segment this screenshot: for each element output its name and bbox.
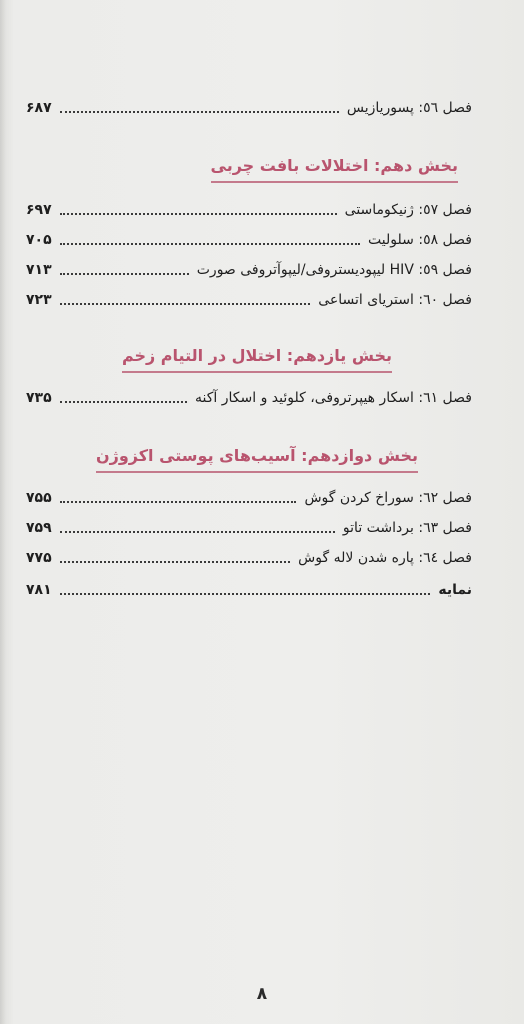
toc-entry-page: ۷۸۱ [26, 582, 52, 598]
toc-entry [26, 516, 472, 540]
toc-entry-title: نمایه [438, 582, 472, 598]
toc-entry-page: ۶۸۷ [26, 100, 52, 116]
toc-entry-page: ۶۹۷ [26, 202, 52, 218]
section-heading-text: بخش یازدهم: اختلال در التیام زخم [121, 346, 392, 365]
section-heading [122, 346, 392, 373]
dot-leader [60, 401, 187, 403]
dot-leader [60, 243, 360, 245]
toc-entry [26, 198, 472, 222]
toc-entry [26, 486, 472, 510]
page-number: ۸ [256, 984, 268, 1004]
toc-entry-title: فصل ٦٠: استریای اتساعی [318, 292, 472, 308]
toc-entry-title: فصل ٦١: اسکار هیپرتروفی، کلوئید و اسکار آکنه [195, 390, 472, 406]
toc-entry-index [26, 578, 472, 602]
dot-leader [60, 593, 430, 595]
section-heading-text: بخش دوازدهم: آسیب‌های پوستی اکزوژن [95, 446, 418, 465]
toc-entry-title: فصل ٥٩: HIV لیپودیستروفی/لیپوآتروفی صورت [196, 262, 472, 278]
toc-entry-title: فصل ٥٧: ژنیکوماستی [344, 202, 472, 218]
section-underline [96, 471, 418, 473]
toc-entry [26, 546, 472, 570]
dot-leader [60, 561, 290, 563]
dot-leader [60, 531, 335, 533]
toc-entry [26, 386, 472, 410]
toc-entry-page: ۷۱۳ [26, 262, 52, 278]
dot-leader [60, 111, 339, 113]
dot-leader [60, 303, 310, 305]
dot-leader [60, 213, 337, 215]
toc-entry-title: فصل ٥٨: سلولیت [368, 232, 472, 248]
toc-entry [26, 96, 472, 120]
section-underline [122, 371, 392, 373]
toc-entry-title: فصل ٦٤: پاره شدن لاله گوش [298, 550, 472, 566]
dot-leader [60, 501, 296, 503]
toc-entry-title: فصل ٥٦: پسوریازیس [346, 100, 472, 116]
toc-entry-page: ۷۲۳ [26, 292, 52, 308]
toc-entry-page: ۷۳۵ [26, 390, 52, 406]
toc-entry-page: ۷۰۵ [26, 232, 52, 248]
section-underline [211, 181, 458, 183]
toc-entry-page: ۷۷۵ [26, 550, 52, 566]
toc-entry-title: فصل ٦٣: برداشت تاتو [342, 520, 472, 536]
section-heading-text: بخش دهم: اختلالات بافت چربی [210, 156, 458, 175]
section-heading [211, 156, 458, 183]
section-heading [96, 446, 418, 473]
toc-entry [26, 228, 472, 252]
toc-entry-page: ۷۵۹ [26, 520, 52, 536]
toc-entry-page: ۷۵۵ [26, 490, 52, 506]
toc-entry-title: فصل ٦٢: سوراخ کردن گوش [304, 490, 472, 506]
toc-entry [26, 258, 472, 282]
dot-leader [60, 273, 189, 275]
toc-entry [26, 288, 472, 312]
